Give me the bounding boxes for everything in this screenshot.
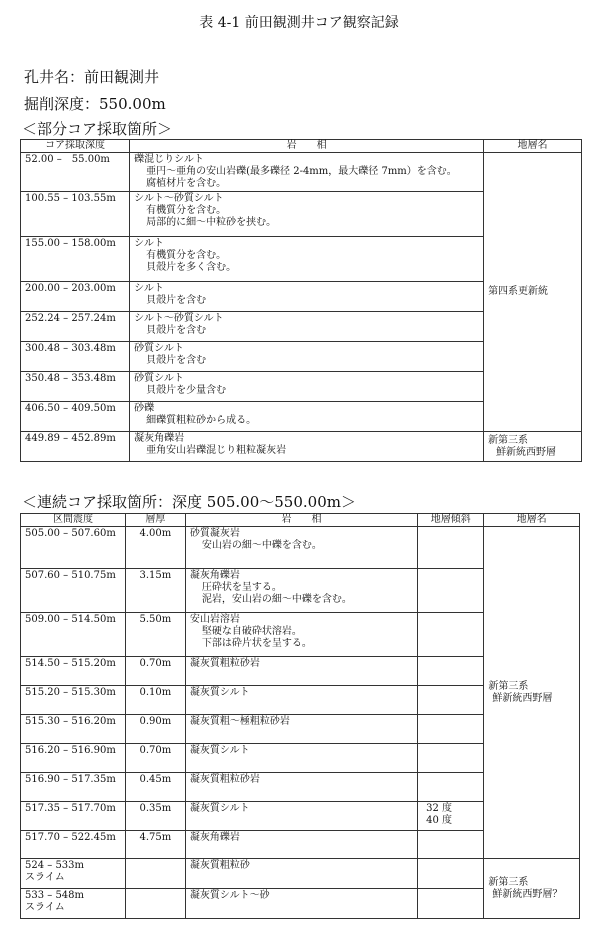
- depth-range: 533 – 548m: [25, 890, 85, 901]
- lithology-cell: [185, 527, 417, 569]
- lithology-note: 圧砕状を呈する。: [201, 582, 282, 593]
- lithology-cell: [130, 432, 484, 462]
- continuous-core-table: [20, 513, 580, 919]
- dip-cell: [418, 569, 484, 613]
- lithology-note: 安山岩の細～中礫を含む。: [201, 540, 322, 551]
- lithology-name: 凝灰質シルト: [189, 745, 250, 756]
- lithology-name: 砂質凝灰岩: [189, 528, 240, 539]
- lithology-cell: [185, 744, 417, 773]
- depth-cell: [21, 569, 126, 613]
- table-row: [21, 859, 580, 889]
- lithology-name: 凝灰質粗～極粗粒砂岩: [189, 716, 290, 727]
- lithology-name: 凝灰角礫岩: [189, 570, 240, 581]
- depth-cell: [21, 831, 126, 859]
- drill-depth: 掘削深度：550.00m: [24, 95, 166, 113]
- dip-cell: [418, 831, 484, 859]
- depth-range: 517.35 – 517.70m: [25, 803, 116, 814]
- thickness-cell: 0.35m: [125, 802, 185, 831]
- thickness-cell: 5.50m: [125, 613, 185, 657]
- well-name: 孔井名：前田観測井: [24, 68, 160, 86]
- col-header-lithology: 岩 相: [185, 514, 417, 527]
- depth-note: スライム: [25, 872, 65, 883]
- thickness-cell: 0.10m: [125, 686, 185, 715]
- thickness-cell: [125, 889, 185, 919]
- depth-cell: 350.48 – 353.48m: [21, 372, 130, 402]
- lithology-name: 砂礫: [134, 403, 155, 414]
- depth-cell: 406.50 – 409.50m: [21, 402, 130, 432]
- lithology-cell: [130, 282, 484, 312]
- lithology-name: 凝灰質シルト～砂: [189, 890, 270, 901]
- table-row: [21, 432, 582, 462]
- lithology-cell: [185, 686, 417, 715]
- lithology-cell: [185, 802, 417, 831]
- col-header-lithology: 岩 相: [130, 140, 484, 153]
- lithology-note: 貝殻片を含む: [146, 355, 207, 366]
- thickness-cell: 4.75m: [125, 831, 185, 859]
- table-title: 表 4-1 前田観測井コア観察記録: [199, 15, 399, 31]
- lithology-cell: [130, 342, 484, 372]
- depth-range: 517.70 – 522.45m: [25, 832, 116, 843]
- lithology-name: 凝灰質シルト: [189, 687, 250, 698]
- formation-name: 新第三系: [488, 876, 529, 888]
- thickness-cell: 0.70m: [125, 657, 185, 686]
- lithology-name: シルト～砂質シルト: [134, 193, 224, 204]
- formation-cell: [484, 432, 582, 462]
- formation-name: 新第三系: [488, 680, 529, 692]
- dip-cell: [418, 802, 484, 831]
- thickness-cell: 0.70m: [125, 744, 185, 773]
- lithology-note: 有機質分を含む。: [146, 250, 227, 261]
- table-row: [21, 527, 580, 569]
- table-row: [21, 153, 582, 192]
- depth-range: 514.50 – 515.20m: [25, 658, 116, 669]
- thickness-cell: [125, 859, 185, 889]
- depth-cell: [21, 744, 126, 773]
- lithology-name: 安山岩溶岩: [189, 614, 240, 625]
- lithology-name: 砂質シルト: [134, 373, 184, 384]
- lithology-cell: [185, 657, 417, 686]
- depth-cell: [21, 802, 126, 831]
- lithology-note: 堅硬な自破砕状溶岩。: [201, 626, 302, 637]
- dip-cell: [418, 527, 484, 569]
- lithology-note: 腐植材片を含む。: [146, 178, 227, 189]
- lithology-name: 礫混じりシルト: [134, 154, 204, 165]
- dip-cell: [418, 613, 484, 657]
- depth-range: 505.00 – 507.60m: [25, 528, 116, 539]
- partial-core-heading: ＜部分コア採取箇所＞: [22, 120, 173, 138]
- dip-cell: [418, 744, 484, 773]
- depth-cell: 100.55 – 103.55m: [21, 192, 130, 237]
- thickness-cell: 0.45m: [125, 773, 185, 802]
- thickness-cell: 4.00m: [125, 527, 185, 569]
- lithology-cell: [185, 859, 417, 889]
- depth-range: 507.60 – 510.75m: [25, 570, 116, 581]
- depth-range: 524 – 533m: [25, 860, 85, 871]
- formation-name: 新第三系: [488, 434, 529, 446]
- dip-cell: [418, 657, 484, 686]
- lithology-cell: [130, 237, 484, 282]
- formation-name: 鮮新統西野層: [496, 446, 557, 458]
- depth-range: 515.30 – 516.20m: [25, 716, 116, 727]
- partial-core-table: [20, 139, 582, 462]
- col-header-thickness: 層厚: [125, 514, 185, 527]
- lithology-note: 貝殻片を少量含む: [146, 385, 227, 396]
- depth-range: 516.20 – 516.90m: [25, 745, 116, 756]
- depth-cell: [21, 859, 126, 889]
- depth-cell: 449.89 – 452.89m: [21, 432, 130, 462]
- formation-cell: [484, 153, 582, 432]
- lithology-name: シルト～砂質シルト: [134, 313, 224, 324]
- lithology-note: 貝殻片を含む: [146, 325, 207, 336]
- lithology-cell: [185, 715, 417, 744]
- dip-cell: [418, 686, 484, 715]
- lithology-note: 貝殻片を多く含む。: [146, 262, 237, 273]
- lithology-name: 凝灰質粗粒砂岩: [189, 774, 260, 785]
- lithology-note: 有機質分を含む。: [146, 205, 227, 216]
- lithology-cell: [185, 613, 417, 657]
- depth-cell: [21, 773, 126, 802]
- lithology-name: 凝灰質シルト: [189, 803, 250, 814]
- lithology-name: 砂質シルト: [134, 343, 184, 354]
- depth-cell: [21, 657, 126, 686]
- lithology-note: 下部は砕片状を呈する。: [201, 638, 312, 649]
- lithology-name: 凝灰角礫岩: [134, 433, 185, 444]
- dip-value: 32 度: [426, 803, 453, 814]
- formation-name: 鮮新統西野層？: [492, 888, 563, 900]
- lithology-cell: [130, 372, 484, 402]
- col-header-interval-depth: 区間震度: [21, 514, 126, 527]
- depth-cell: [21, 889, 126, 919]
- lithology-note: 泥岩，安山岩の細～中礫を含む。: [201, 594, 352, 605]
- continuous-core-heading: ＜連続コア採取箇所：深度 505.00～550.00m＞: [22, 493, 356, 511]
- col-header-formation: 地層名: [484, 514, 580, 527]
- col-header-dip: 地層傾斜: [418, 514, 484, 527]
- depth-cell: [21, 527, 126, 569]
- lithology-cell: [185, 831, 417, 859]
- thickness-cell: 3.15m: [125, 569, 185, 613]
- lithology-cell: [130, 312, 484, 342]
- lithology-name: シルト: [134, 238, 164, 249]
- lithology-note: 局部的に細～中粒砂を挟む。: [146, 217, 277, 228]
- lithology-note: 亜角安山岩礫混じり粗粒凝灰岩: [146, 445, 287, 456]
- dip-cell: [418, 859, 484, 889]
- lithology-cell: [185, 773, 417, 802]
- formation-cell: [484, 859, 580, 919]
- depth-cell: 252.24 – 257.24m: [21, 312, 130, 342]
- lithology-cell: [130, 192, 484, 237]
- lithology-note: 亜円～亜角の安山岩礫(最多礫径 2-4mm，最大礫径 7mm）を含む。: [146, 166, 457, 177]
- formation-name: 第四系更新統: [488, 286, 549, 297]
- col-header-formation: 地層名: [484, 140, 582, 153]
- lithology-cell: [185, 889, 417, 919]
- dip-cell: [418, 773, 484, 802]
- depth-range: 516.90 – 517.35m: [25, 774, 116, 785]
- lithology-note: 細礫質粗粒砂から成る。: [146, 415, 257, 426]
- lithology-cell: [185, 569, 417, 613]
- depth-note: スライム: [25, 902, 65, 913]
- depth-cell: 200.00 – 203.00m: [21, 282, 130, 312]
- depth-range: 515.20 – 515.30m: [25, 687, 116, 698]
- lithology-name: 凝灰質粗粒砂岩: [189, 658, 260, 669]
- lithology-cell: [130, 153, 484, 192]
- thickness-cell: 0.90m: [125, 715, 185, 744]
- formation-name: 鮮新統西野層: [492, 692, 553, 704]
- dip-cell: [418, 889, 484, 919]
- dip-cell: [418, 715, 484, 744]
- depth-cell: 300.48 – 303.48m: [21, 342, 130, 372]
- depth-cell: 155.00 – 158.00m: [21, 237, 130, 282]
- lithology-name: 凝灰質粗粒砂: [189, 860, 250, 871]
- depth-cell: [21, 715, 126, 744]
- depth-cell: [21, 686, 126, 715]
- lithology-name: 凝灰角礫岩: [189, 832, 240, 843]
- lithology-note: 貝殻片を含む: [146, 295, 207, 306]
- lithology-name: シルト: [134, 283, 164, 294]
- col-header-depth: コア採取深度: [21, 140, 130, 153]
- depth-cell: 52.00 – 55.00m: [21, 153, 130, 192]
- depth-range: 509.00 – 514.50m: [25, 614, 116, 625]
- formation-cell: [484, 527, 580, 859]
- lithology-cell: [130, 402, 484, 432]
- dip-value: 40 度: [426, 815, 453, 826]
- depth-cell: [21, 613, 126, 657]
